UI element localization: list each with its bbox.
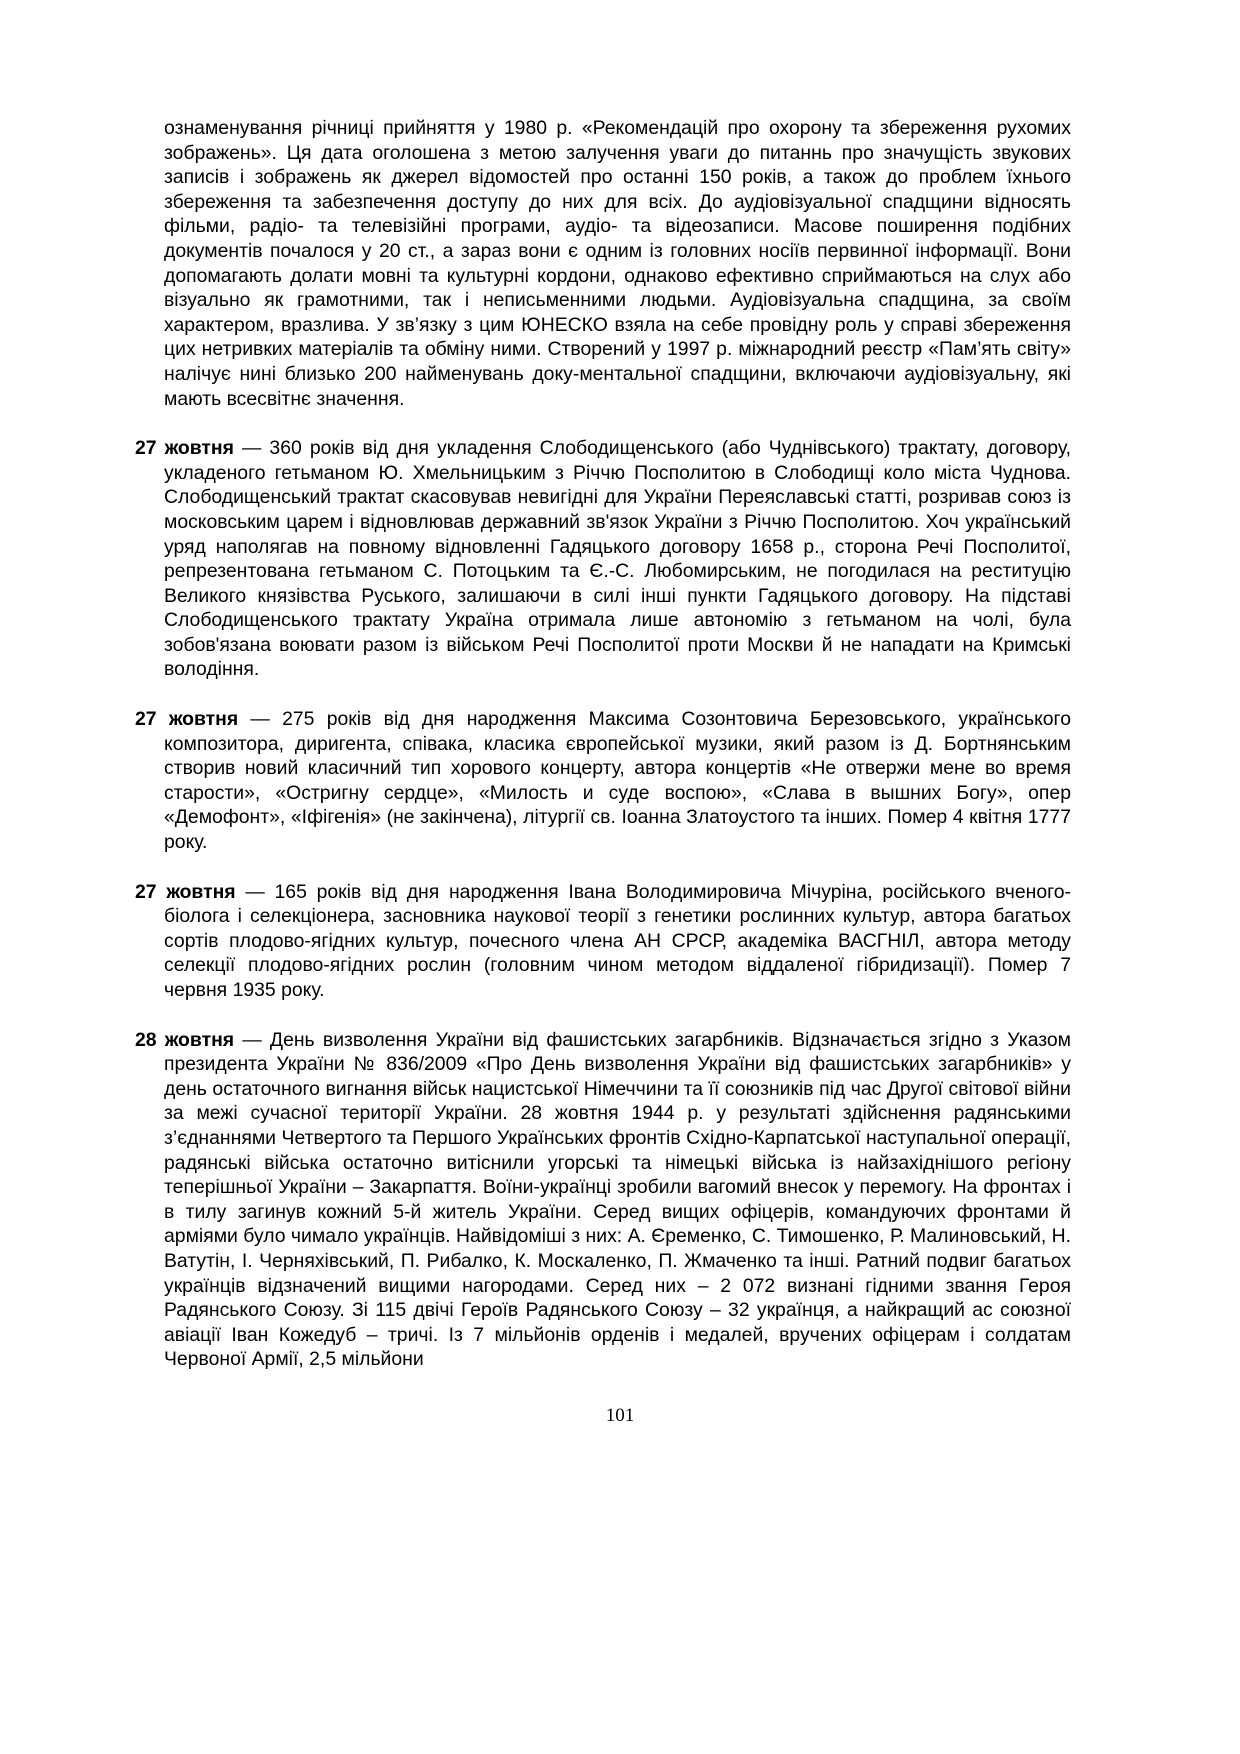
entry-date-4: 28 жовтня — [135, 1028, 235, 1051]
entry-date-1: 27 жовтня — [135, 437, 234, 460]
document-page — [135, 116, 1071, 1372]
entry-paragraph-1 — [135, 436, 1071, 682]
entry-text-3: — 165 років від дня народження Івана Володимировича Мічуріна, російського вченого-біолога і селекціонера, засновника наукової теорії з генетики рослинних культур, автора багатьох сортів плодово-ягідних культур, почесного члена АН СРСР, академіка ВАСГНІЛ, автора методу селекції плодово-ягідних рослин (головним чином методом віддаленої гібридизації). Помер 7 червня 1935 року. — [164, 880, 1071, 1001]
entry-date-3: 27 жовтня — [135, 880, 236, 903]
entry-paragraph-2 — [135, 707, 1071, 855]
intro-paragraph: ознаменування річниці прийняття у 1980 р. «Рекомендацій про охорону та збереження рухомих зображень». Ця дата оголошена з метою залучення уваги до питаннь про значущість звукових записів і зображень як джерел відомостей про останні 150 років, а також до проблем їхнього збереження та забезпечення доступу до них для всіх. До аудіовізуальної спадщини відносять фільми, радіо- та телевізійні програми, аудіо- та відеозаписи. Масове поширення подібних документів почалося у 20 ст., а зараз вони є одним із головних носіїв первинної інформації. Вони допомагають долати мовні та культурні кордони, однаково ефективно сприймаються на слух або візуально як грамотними, так і неписьменними людьми. Аудіовізуальна спадщина, за своїм характером, вразлива. У зв’язку з цим ЮНЕСКО взяла на себе провідну роль у справі збереження цих нетривких матеріалів та обміну ними. Створений у 1997 р. міжнародний реєстр «Пам’ять світу» налічує нині близько 200 найменувань доку-ментальної спадщини, включаючи аудіовізуальну, які мають всесвітнє значення. — [164, 117, 1071, 410]
entry-text-2: — 275 років від дня народження Максима Созонтовича Березовського, українського композитора, диригента, співака, класика європейської музики, який разом із Д. Бортнянським створив новий класичний тип хорового концерту, автора концертів «Не отвержи мене во время старости», «Остригну сердце», «Милость и суде воспою», «Слава в вышних Богу», опер «Демофонт», «Іфігенія» (не закінчена), літургії св. Іоанна Златоустого та інших. Помер 4 квітня 1777 року. — [164, 708, 1071, 854]
page-number: 101 — [605, 1405, 635, 1426]
entry-text-4: — День визволення України від фашистських загарбників. Відзначається згідно з Указом президента України № 836/2009 «Про День визволення України від фашистських загарбників» у день остаточного вигнання військ нацистської Німеччини та її союзників під час Другої світової війни за межі сучасної території України. 28 жовтня 1944 р. у результаті здійснення радянськими з’єднаннями Четвертого та Першого Українських фронтів Східно-Карпатської наступальної операції, радянські війська остаточно витіснили угорські та німецькі війська із найзахіднішого регіону теперішньої України – Закарпаття. Воїни-українці зробили вагомий внесок у перемогу. На фронтах і в тилу загинув кожний 5-й житель України. Серед вищих офіцерів, командуючих фронтами й арміями було чимало українців. Найвідоміші з них: А. Єременко, С. Тимошенко, Р. Малиновський, Н. Ватутін, І. Черняхівський, П. Рибалко, К. Москаленко, П. Жмаченко та інші. Ратний подвиг багатьох українців відзначений вищими нагородами. Серед них – 2 072 визнані гідними звання Героя Радянського Союзу. Зі 115 двічі Героїв Радянського Союзу – 32 українця, а найкращий ас союзної авіації Іван Кожедуб – тричі. Із 7 мільйонів орденів і медалей, вручених офіцерам і солдатам Червоної Армії, 2,5 мільйони — [164, 1028, 1071, 1371]
entry-paragraph-4 — [135, 1028, 1071, 1372]
entry-paragraph-3 — [135, 880, 1071, 1003]
entry-date-2: 27 жовтня — [135, 708, 239, 731]
entry-text-1: — 360 років від дня укладення Слободищенського (або Чуднівського) трактату, договору, укладеного гетьманом Ю. Хмельницьким з Річчю Посполитою в Слободищі коло міста Чуднова. Слободищенський трактат скасовував невигідні для України Переяславські статті, розривав союз із московським царем і відновлював державний зв'язок України з Річчю Посполитою. Хоч український уряд наполягав на повному відновленні Гадяцького договору 1658 р., сторона Речі Посполитої, репрезентована гетьманом С. Потоцьким та Є.-С. Любомирським, не погодилася на реституцію Великого князівства Руського, залишаючи в силі інші пункти Гадяцького договору. На підставі Слободищенського трактату Україна отримала лише автономію з гетьманом на чолі, була зобов'язана воювати разом із військом Речі Посполитої проти Москви й не нападати на Кримські володіння. — [164, 437, 1071, 681]
